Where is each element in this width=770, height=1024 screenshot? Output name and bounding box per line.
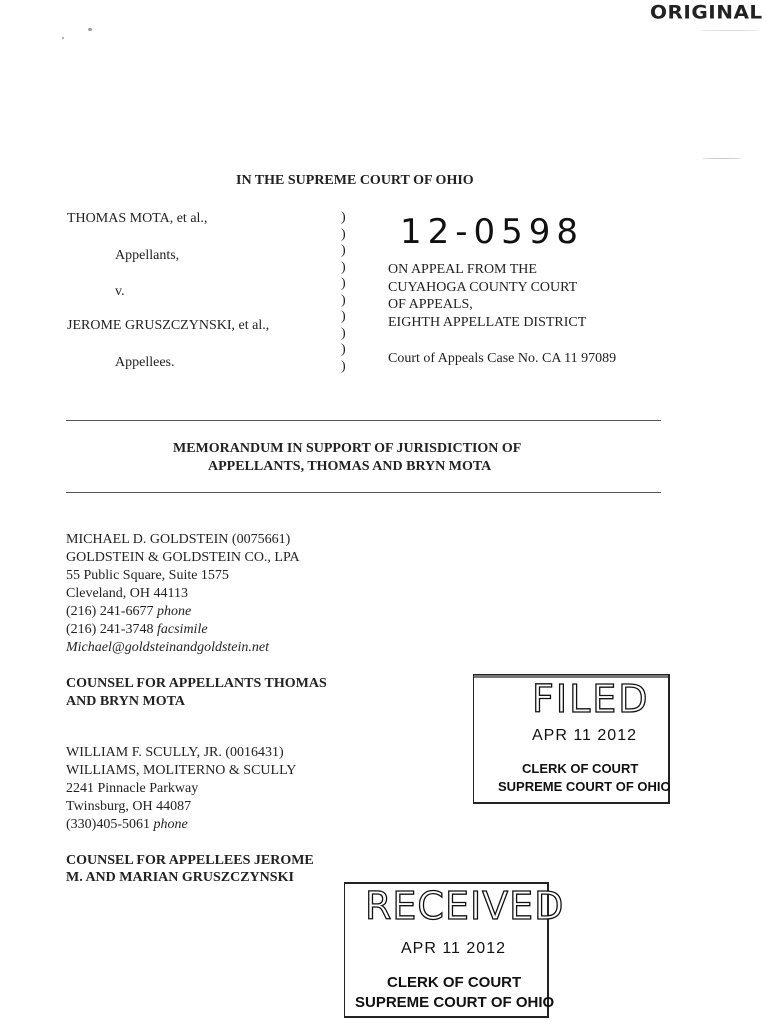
appellant-name: THOMAS MOTA, et al., [67, 211, 208, 226]
phone-label: phone [157, 604, 192, 619]
appellant-counsel-fax [66, 622, 208, 638]
appellant-counsel-email: Michael@goldsteinandgoldstein.net [66, 640, 270, 655]
appellee-counsel-label-2: M. AND MARIAN GRUSZCZYNSKI [66, 870, 294, 885]
memorandum-title-line-1: MEMORANDUM IN SUPPORT OF JURISDICTION OF [173, 441, 522, 456]
court-title: IN THE SUPREME COURT OF OHIO [236, 173, 474, 188]
appeal-line-4: EIGHTH APPELLATE DISTRICT [388, 315, 587, 330]
appellant-counsel-address-2: Cleveland, OH 44113 [66, 586, 188, 601]
filed-stamp-title: FILED [532, 677, 650, 721]
received-stamp [344, 882, 565, 1018]
appellant-counsel-name: MICHAEL D. GOLDSTEIN (0075661) [66, 532, 291, 547]
appeals-case-number: Court of Appeals Case No. CA 11 97089 [388, 351, 617, 366]
received-stamp-title: RECEIVED [365, 884, 565, 928]
filed-stamp-line-1: CLERK OF COURT [522, 761, 639, 776]
appellant-counsel-label-2: AND BRYN MOTA [66, 694, 186, 709]
phone-label: phone [153, 817, 188, 832]
case-number: 12-0598 [400, 212, 585, 252]
scan-speck [88, 28, 92, 31]
rule-bottom [66, 492, 661, 493]
versus: v. [115, 284, 125, 299]
memorandum-title-line-2: APPELLANTS, THOMAS AND BRYN MOTA [208, 459, 492, 474]
appellee-counsel-address-1: 2241 Pinnacle Parkway [66, 781, 199, 796]
appellee-counsel-address-2: Twinsburg, OH 44087 [66, 799, 192, 814]
filed-stamp [473, 674, 670, 804]
filed-stamp-date: APR 11 2012 [532, 727, 637, 744]
scan-speck [700, 30, 760, 31]
appellee-counsel-phone [66, 817, 188, 833]
phone-number: (216) 241-6677 [66, 604, 154, 619]
appellant-counsel-label-1: COUNSEL FOR APPELLANTS THOMAS [66, 676, 327, 691]
received-stamp-line-1: CLERK OF COURT [387, 974, 522, 991]
appellant-counsel-address-1: 55 Public Square, Suite 1575 [66, 568, 229, 583]
appellant-counsel-phone [66, 604, 191, 620]
appellant-counsel-firm: GOLDSTEIN & GOLDSTEIN CO., LPA [66, 550, 300, 565]
received-stamp-line-2: SUPREME COURT OF OHIO [355, 994, 555, 1011]
fax-label: facsimile [157, 622, 208, 637]
rule-top [66, 420, 661, 421]
appeal-line-1: ON APPEAL FROM THE [388, 262, 537, 277]
scan-speck [62, 37, 64, 39]
appeal-line-3: OF APPEALS, [388, 297, 473, 312]
received-stamp-date: APR 11 2012 [401, 940, 506, 957]
appellee-name: JEROME GRUSZCZYNSKI, et al., [67, 318, 270, 333]
appellee-counsel-firm: WILLIAMS, MOLITERNO & SCULLY [66, 763, 297, 778]
original-stamp: ORIGINAL [650, 0, 763, 24]
scan-speck [702, 158, 742, 159]
appellant-role: Appellants, [115, 248, 180, 263]
caption-parens: ) ) ) ) ) ) ) ) ) ) [341, 210, 346, 374]
appeal-line-2: CUYAHOGA COUNTY COURT [388, 280, 578, 295]
appellee-counsel-name: WILLIAM F. SCULLY, JR. (0016431) [66, 745, 284, 760]
phone-number: (330)405-5061 [66, 817, 150, 832]
fax-number: (216) 241-3748 [66, 622, 154, 637]
appellee-counsel-label-1: COUNSEL FOR APPELLEES JEROME [66, 853, 314, 868]
filed-stamp-line-2: SUPREME COURT OF OHIO [498, 779, 671, 794]
appellee-role: Appellees. [115, 355, 175, 370]
